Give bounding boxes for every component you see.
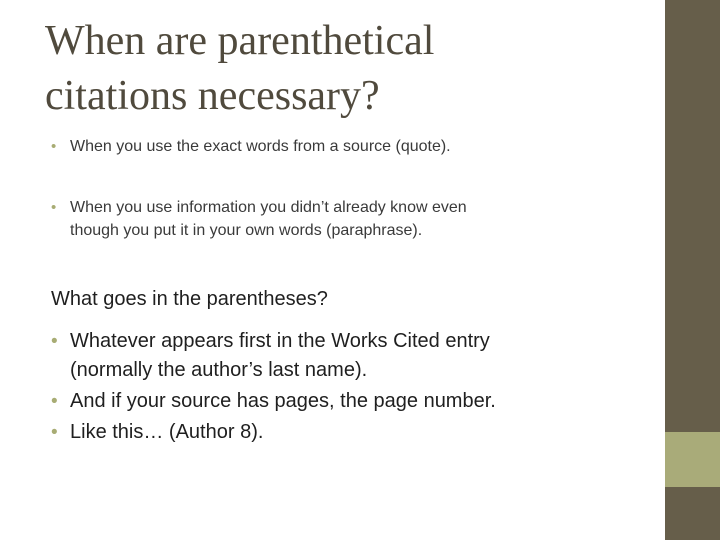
title-line-2: citations necessary?: [45, 73, 380, 119]
bullet-icon: •: [51, 391, 58, 412]
slide-title: [45, 14, 635, 124]
subheading: What goes in the parentheses?: [51, 288, 328, 310]
title-line-1: When are parenthetical: [45, 18, 435, 64]
bullet-icon: •: [51, 138, 57, 155]
list-item-text: Whatever appears first in the Works Cited entry: [70, 330, 490, 352]
list-item-quote: [51, 135, 641, 158]
list-item-text: (normally the author’s last name).: [70, 359, 368, 381]
bullet-icon: •: [51, 422, 58, 443]
list-item-text: And if your source has pages, the page number.: [70, 390, 496, 412]
decorative-sidebar: [665, 0, 720, 540]
sidebar-band-top: [665, 0, 720, 432]
sidebar-band-bottom: [665, 487, 720, 540]
list-item-page-number: [51, 387, 641, 416]
list-item-works-cited: [51, 327, 641, 385]
list-item-example: [51, 418, 641, 447]
list-item-paraphrase: [51, 196, 641, 242]
list-item-text: When you use information you didn’t already know even: [70, 199, 467, 216]
citation-conditions-list: [51, 135, 641, 242]
list-item-text: When you use the exact words from a source (quote).: [70, 138, 451, 155]
parentheses-contents-list: [51, 327, 641, 449]
sidebar-band-accent: [665, 432, 720, 487]
bullet-icon: •: [51, 199, 57, 216]
list-item-text: Like this… (Author 8).: [70, 421, 264, 443]
list-item-text: though you put it in your own words (paraphrase).: [70, 222, 423, 239]
bullet-icon: •: [51, 331, 58, 352]
